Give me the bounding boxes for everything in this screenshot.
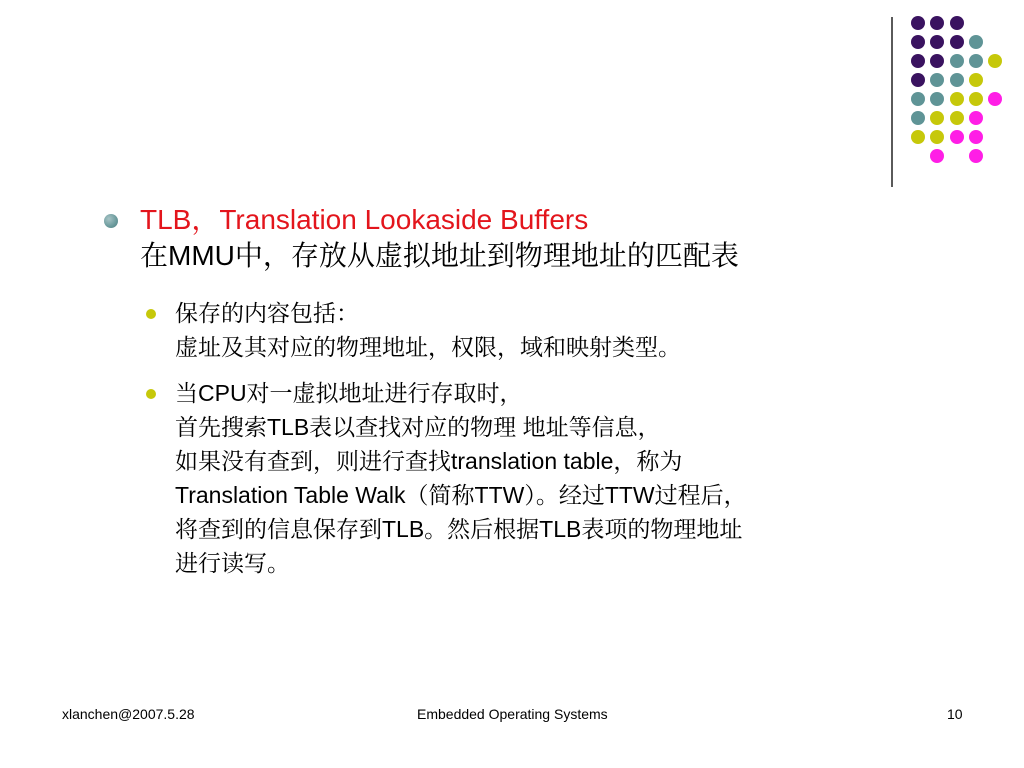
dot xyxy=(969,130,983,144)
dot xyxy=(950,35,964,49)
dot xyxy=(950,73,964,87)
sub-bullet-line: 保存的内容包括： xyxy=(175,300,359,326)
sub-bullet-marker xyxy=(146,309,156,319)
dot xyxy=(911,73,925,87)
bullet-title: TLB，Translation Lookaside Buffers xyxy=(140,204,589,235)
dot xyxy=(988,54,1002,68)
dot xyxy=(930,16,944,30)
sub-bullet-line: 首先搜索TLB表以查找对应的物理 地址等信息， xyxy=(175,414,661,440)
bullet-tlb xyxy=(140,202,1000,274)
bullet-text: 在MMU中，存放从虚拟地址到物理地址的匹配表 xyxy=(140,240,739,271)
sub-bullet-line: 进行读写。 xyxy=(175,550,290,576)
dot xyxy=(930,111,944,125)
dot xyxy=(950,92,964,106)
footer-page-number: 10 xyxy=(947,706,963,722)
dot xyxy=(950,111,964,125)
dot xyxy=(911,92,925,106)
sub-bullet-line: 虚址及其对应的物理地址，权限，域和映射类型。 xyxy=(175,334,681,360)
dot xyxy=(950,54,964,68)
dot xyxy=(969,54,983,68)
sub-bullet-line: 将查到的信息保存到TLB。然后根据TLB表项的物理地址 xyxy=(175,516,743,542)
dot xyxy=(969,149,983,163)
sub-bullet-line: 如果没有查到，则进行查找translation table，称为 xyxy=(175,448,683,474)
dot xyxy=(950,16,964,30)
sub-bullet-line: Translation Table Walk（简称TTW）。经过TTW过程后， xyxy=(175,482,747,508)
dot xyxy=(988,92,1002,106)
dot xyxy=(911,16,925,30)
footer-title: Embedded Operating Systems xyxy=(417,706,608,722)
sub-bullet-line: 当CPU对一虚拟地址进行存取时， xyxy=(175,380,523,406)
dot xyxy=(969,111,983,125)
dot xyxy=(969,35,983,49)
sub-bullet-marker xyxy=(146,389,156,399)
decorative-divider xyxy=(891,17,893,187)
dot xyxy=(911,35,925,49)
dot xyxy=(950,130,964,144)
dot xyxy=(930,73,944,87)
dot xyxy=(930,54,944,68)
bullet-marker xyxy=(104,214,118,228)
dot xyxy=(930,149,944,163)
dot xyxy=(911,54,925,68)
sub-bullet-contents xyxy=(175,296,975,364)
sub-bullet-cpu-access xyxy=(175,376,975,580)
dot xyxy=(969,92,983,106)
dot xyxy=(930,92,944,106)
dot xyxy=(911,130,925,144)
dot xyxy=(969,73,983,87)
dot xyxy=(911,111,925,125)
dot xyxy=(930,35,944,49)
footer-author: xlanchen@2007.5.28 xyxy=(62,706,195,722)
dot xyxy=(930,130,944,144)
